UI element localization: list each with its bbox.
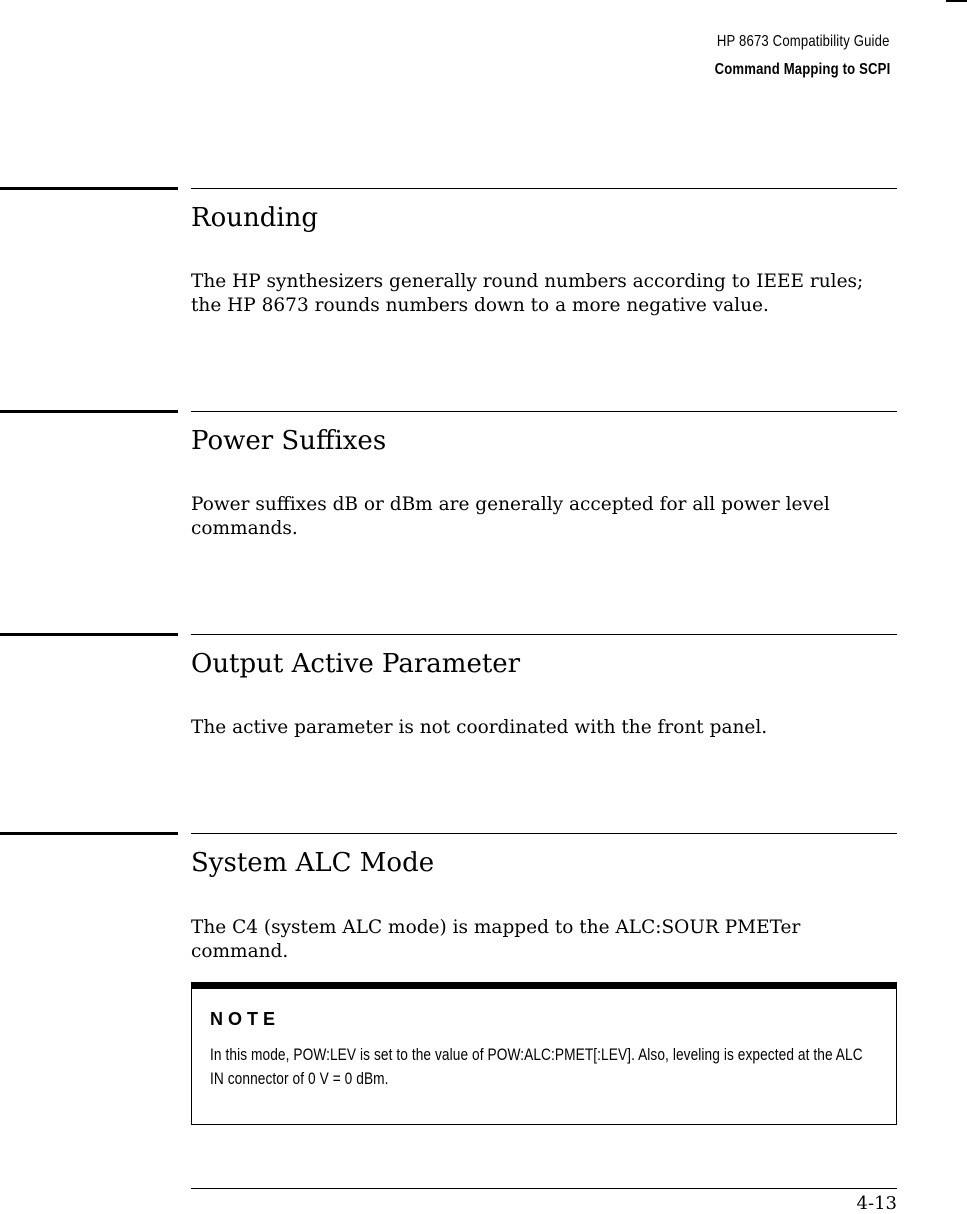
running-header-guide-title: HP 8673 Compatibility Guide [717,33,890,50]
section-body-output-active-parameter: The active parameter is not coordinated with the front panel. [191,717,768,738]
section-rule-left [0,633,178,636]
section-rule-left [0,187,178,190]
corner-mark [946,0,967,2]
running-header-chapter-title: Command Mapping to SCPI [714,61,890,78]
section-rule-left [0,832,178,835]
section-body-rounding: The HP synthesizers generally round numbers according to IEEE rules; the HP 8673 rounds numbers down to a more negative value. [191,271,864,316]
section-rule-left [0,410,178,413]
section-body-system-alc-mode: The C4 (system ALC mode) is mapped to the ALC:SOUR PMETer command. [191,917,801,962]
section-heading-power-suffixes: Power Suffixes [191,426,387,456]
section-heading-system-alc-mode: System ALC Mode [191,848,435,878]
page-number: 4-13 [856,1193,897,1214]
note-box [191,982,897,1125]
footer-rule [191,1188,897,1189]
section-rule-right [191,411,897,412]
section-heading-output-active-parameter: Output Active Parameter [191,649,521,679]
section-heading-rounding: Rounding [191,203,319,233]
note-text: In this mode, POW:LEV is set to the value of POW:ALC:PMET[:LEV]. Also, leveling is expected at the ALC IN connector of 0 V = 0 dBm. [210,1046,863,1088]
note-label: NOTE [210,1009,281,1029]
section-rule-right [191,188,897,189]
section-rule-right [191,634,897,635]
section-body-power-suffixes: Power suffixes dB or dBm are generally accepted for all power level commands. [191,494,830,539]
section-rule-right [191,833,897,834]
